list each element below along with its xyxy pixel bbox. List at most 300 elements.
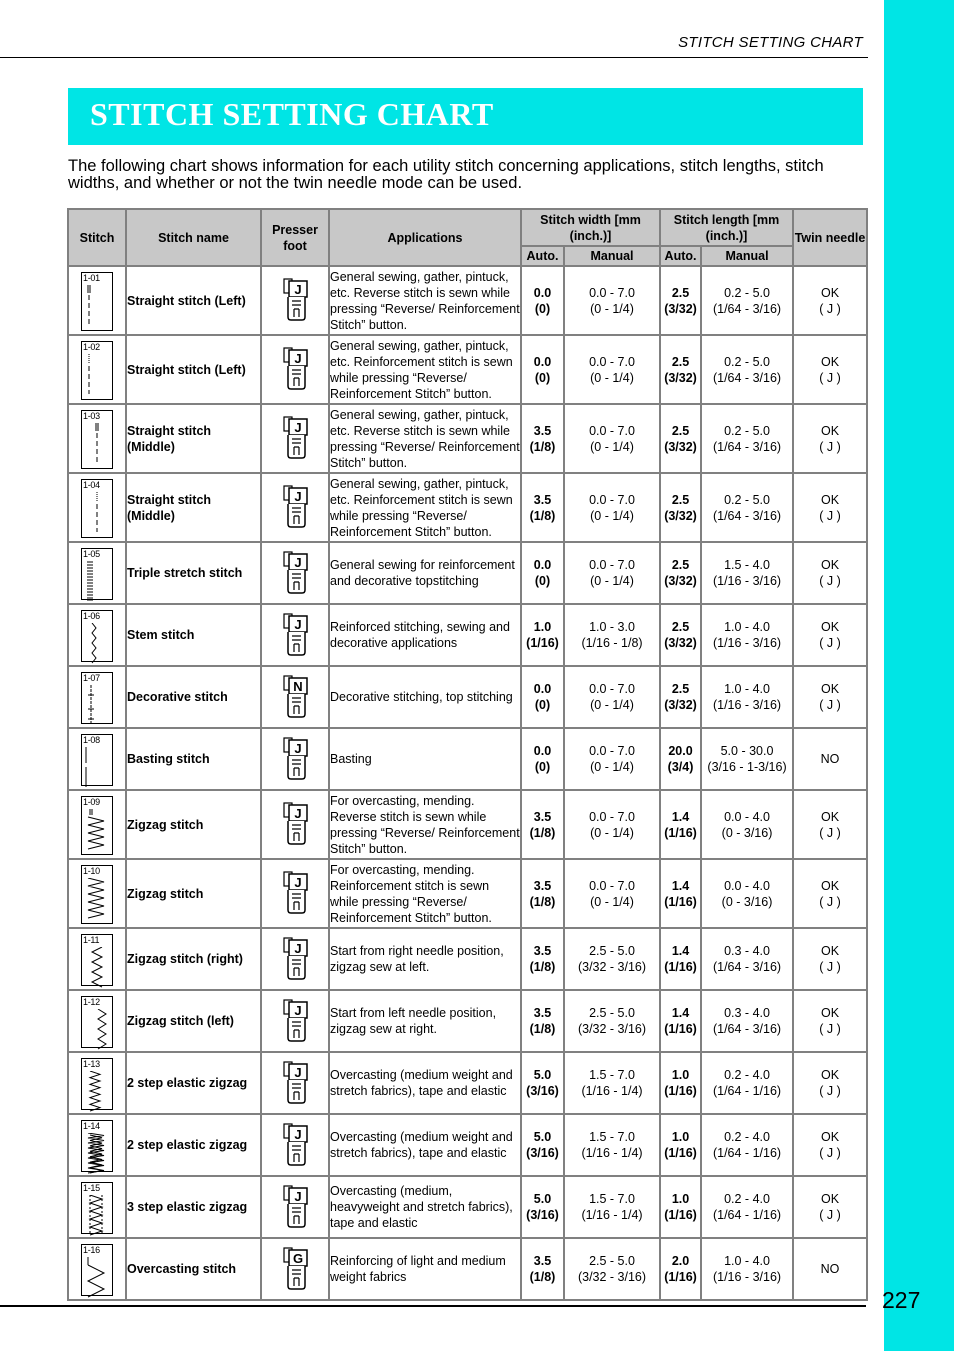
- length-manual-mm: 1.0 - 4.0: [724, 620, 770, 634]
- length-auto: [660, 1114, 701, 1176]
- length-manual-inch: (1/64 - 3/16): [712, 1022, 782, 1036]
- presser-foot-icon: [280, 1060, 310, 1107]
- stitch-code: 1-09: [83, 797, 100, 807]
- width-manual: [564, 1176, 660, 1238]
- twin-needle-status: OK: [820, 682, 840, 696]
- length-manual-mm: 0.2 - 5.0: [724, 492, 770, 507]
- presser-foot-icon: [280, 612, 310, 659]
- twin-needle-foot: ( J ): [819, 574, 841, 588]
- length-manual-mm: 1.0 - 4.0: [724, 682, 770, 696]
- twin-needle: [793, 928, 867, 990]
- stitch-name: 2 step elastic zigzag: [126, 1114, 261, 1176]
- twin-needle: [793, 473, 867, 542]
- width-manual-inch: (0 - 1/4): [590, 301, 634, 316]
- presser-foot-icon: [280, 736, 310, 783]
- width-manual-inch: (0 - 1/4): [590, 574, 634, 588]
- width-manual: [564, 542, 660, 604]
- applications-text: General sewing, gather, pintuck, etc. Reverse stitch is sewn while pressing “Reverse/ Reinforcement Stitch” button.: [329, 266, 521, 335]
- length-auto: [660, 1238, 701, 1300]
- page-title: STITCH SETTING CHART: [90, 96, 494, 132]
- twin-needle-status: OK: [820, 558, 840, 572]
- applications-text: General sewing, gather, pintuck, etc. Reinforcement stitch is sewn while pressing “Reverse/ Reinforcement Stitch” button.: [329, 335, 521, 404]
- table-row: [68, 928, 867, 990]
- width-manual-mm: 0.0 - 7.0: [589, 354, 635, 369]
- width-manual-mm: 0.0 - 7.0: [589, 285, 635, 300]
- width-auto: [521, 404, 564, 473]
- applications-text: For overcasting, mending. Reinforcement stitch is sewn while pressing “Reverse/ Reinforcement Stitch” button.: [329, 859, 521, 928]
- twin-needle: [793, 1176, 867, 1238]
- width-auto-mm: 5.0: [533, 1192, 552, 1206]
- header-twin-needle: Twin needle: [793, 209, 867, 266]
- applications-text: For overcasting, mending. Reverse stitch is sewn while pressing “Reverse/ Reinforcement Stitch” button.: [329, 790, 521, 859]
- width-manual-mm: 0.0 - 7.0: [589, 744, 635, 758]
- stitch-name: Straight stitch (Middle): [126, 404, 261, 473]
- width-manual-inch: (1/16 - 1/4): [581, 1084, 643, 1098]
- stitch-cell: [68, 266, 126, 335]
- presser-foot-icon: [280, 346, 310, 393]
- twin-needle: [793, 790, 867, 859]
- width-manual-inch: (1/16 - 1/4): [581, 1146, 643, 1160]
- table-row: [68, 604, 867, 666]
- stitch-cell: [68, 473, 126, 542]
- stitch-cell: [68, 404, 126, 473]
- twin-needle-status: OK: [820, 620, 840, 634]
- length-manual-inch: (1/64 - 1/16): [712, 1084, 782, 1098]
- twin-needle-status: OK: [820, 354, 840, 369]
- table-row: [68, 473, 867, 542]
- svg-text:J: J: [294, 351, 302, 366]
- svg-text:J: J: [294, 1002, 302, 1018]
- width-auto-inch: (0): [534, 698, 551, 712]
- table-row: [68, 404, 867, 473]
- presser-foot-icon: [280, 415, 310, 462]
- length-manual: [701, 790, 793, 859]
- twin-needle-foot: ( J ): [819, 825, 841, 840]
- length-auto-mm: 2.5: [671, 682, 690, 696]
- width-manual-inch: (1/16 - 1/8): [581, 636, 643, 650]
- presser-foot-icon: [280, 674, 310, 721]
- stitch-code: 1-16: [83, 1245, 100, 1255]
- width-auto: [521, 542, 564, 604]
- twin-needle-status: OK: [820, 285, 840, 300]
- length-auto-inch: (3/32): [664, 439, 697, 454]
- stitch-code: 1-06: [83, 611, 100, 621]
- length-auto-mm: 2.5: [671, 492, 690, 507]
- presser-foot-cell: [261, 859, 329, 928]
- header-applications: Applications: [329, 209, 521, 266]
- applications-text: Overcasting (medium, heavyweight and stretch fabrics), tape and elastic: [329, 1176, 521, 1238]
- svg-text:J: J: [294, 1188, 302, 1204]
- length-manual-mm: 1.0 - 4.0: [724, 1254, 770, 1268]
- width-auto-mm: 0.0: [533, 285, 552, 300]
- length-auto-inch: (3/32): [664, 370, 697, 385]
- stitch-cell: [68, 1114, 126, 1176]
- width-auto: [521, 335, 564, 404]
- width-manual-mm: 0.0 - 7.0: [589, 423, 635, 438]
- width-auto-mm: 1.0: [533, 620, 552, 634]
- length-manual-inch: (1/16 - 3/16): [712, 574, 782, 588]
- length-manual: [701, 542, 793, 604]
- straight-middle-reverse-icon: [81, 410, 113, 469]
- width-manual-mm: 0.0 - 7.0: [589, 682, 635, 696]
- stitch-name: Straight stitch (Left): [126, 335, 261, 404]
- width-auto: [521, 928, 564, 990]
- stitch-name: 2 step elastic zigzag: [126, 1052, 261, 1114]
- chapter-side-tab: [884, 0, 954, 1351]
- header-width-auto: Auto.: [521, 246, 564, 266]
- stitch-cell: [68, 859, 126, 928]
- width-auto-inch: (3/16): [526, 1146, 559, 1160]
- width-auto-inch: (1/8): [529, 894, 556, 909]
- applications-text: Reinforced stitching, sewing and decorative applications: [329, 604, 521, 666]
- stitch-cell: [68, 990, 126, 1052]
- width-manual-mm: 1.0 - 3.0: [589, 620, 635, 634]
- length-manual-mm: 0.3 - 4.0: [724, 1006, 770, 1020]
- stitch-name: Zigzag stitch (right): [126, 928, 261, 990]
- width-auto: [521, 790, 564, 859]
- twin-needle-status: OK: [820, 1192, 840, 1206]
- width-manual-mm: 2.5 - 5.0: [589, 1006, 635, 1020]
- width-auto-inch: (3/16): [526, 1208, 559, 1222]
- width-manual-mm: 1.5 - 7.0: [589, 1192, 635, 1206]
- header-stitch: Stitch: [68, 209, 126, 266]
- twin-needle-status: OK: [820, 944, 840, 958]
- width-auto-inch: (1/8): [529, 439, 556, 454]
- width-auto: [521, 1238, 564, 1300]
- width-auto-mm: 0.0: [533, 354, 552, 369]
- svg-text:N: N: [293, 678, 303, 694]
- length-auto-mm: 2.5: [671, 558, 690, 572]
- length-auto: [660, 928, 701, 990]
- width-manual-mm: 0.0 - 7.0: [589, 492, 635, 507]
- width-auto-mm: 0.0: [533, 744, 552, 758]
- twin-needle-status: OK: [820, 809, 840, 824]
- header-rule: [0, 57, 868, 58]
- three-step-zigzag-icon: [81, 1182, 113, 1234]
- width-auto: [521, 266, 564, 335]
- table-row: [68, 1052, 867, 1114]
- header-stitch-width: Stitch width [mm (inch.)]: [521, 209, 660, 246]
- header-stitch-name: Stitch name: [126, 209, 261, 266]
- width-auto-inch: (0): [534, 760, 551, 774]
- length-auto-inch: (1/16): [664, 1270, 697, 1284]
- width-manual: [564, 928, 660, 990]
- twin-needle-status: OK: [820, 1130, 840, 1144]
- length-manual-inch: (1/16 - 3/16): [712, 1270, 782, 1284]
- presser-foot-cell: [261, 1238, 329, 1300]
- length-manual-inch: (1/64 - 3/16): [712, 508, 782, 523]
- header-length-auto: Auto.: [660, 246, 701, 266]
- straight-middle-reinforce-icon: [81, 479, 113, 538]
- width-auto-mm: 3.5: [533, 878, 552, 893]
- length-auto-mm: 1.4: [671, 878, 690, 893]
- presser-foot-cell: [261, 1114, 329, 1176]
- stitch-code: 1-14: [83, 1121, 100, 1131]
- width-manual: [564, 859, 660, 928]
- stitch-cell: [68, 666, 126, 728]
- width-manual-inch: (3/32 - 3/16): [577, 1022, 647, 1036]
- header-length-manual: Manual: [701, 246, 793, 266]
- width-auto-inch: (1/16): [526, 636, 559, 650]
- presser-foot-cell: [261, 335, 329, 404]
- header-width-manual: Manual: [564, 246, 660, 266]
- length-auto: [660, 990, 701, 1052]
- length-auto-inch: (3/4): [667, 760, 694, 774]
- table-row: [68, 990, 867, 1052]
- length-manual: [701, 1114, 793, 1176]
- presser-foot-icon: [280, 801, 310, 848]
- width-auto-inch: (1/8): [529, 960, 556, 974]
- straight-left-reverse-icon: [81, 272, 113, 331]
- length-auto-inch: (1/16): [664, 960, 697, 974]
- length-manual-mm: 5.0 - 30.0: [720, 744, 774, 758]
- length-manual-inch: (1/64 - 3/16): [712, 301, 782, 316]
- straight-left-reinforce-icon: [81, 341, 113, 400]
- width-auto-mm: 5.0: [533, 1130, 552, 1144]
- width-auto-mm: 5.0: [533, 1068, 552, 1082]
- presser-foot-icon: [280, 550, 310, 597]
- stitch-code: 1-10: [83, 866, 100, 876]
- length-manual-mm: 0.0 - 4.0: [724, 809, 770, 824]
- width-manual-inch: (0 - 1/4): [590, 698, 634, 712]
- stitch-cell: [68, 728, 126, 790]
- presser-foot-cell: [261, 790, 329, 859]
- length-manual-inch: (1/64 - 3/16): [712, 960, 782, 974]
- running-header: STITCH SETTING CHART: [678, 34, 863, 51]
- twin-needle-foot: ( J ): [819, 1146, 841, 1160]
- length-auto-mm: 20.0: [668, 744, 693, 758]
- stem-stitch-icon: [81, 610, 113, 662]
- table-row: [68, 1176, 867, 1238]
- length-auto-mm: 1.0: [671, 1068, 690, 1082]
- applications-text: Overcasting (medium weight and stretch fabrics), tape and elastic: [329, 1114, 521, 1176]
- twin-needle: [793, 335, 867, 404]
- length-manual-inch: (1/16 - 3/16): [712, 636, 782, 650]
- presser-foot-icon: [280, 1246, 310, 1293]
- width-manual-inch: (0 - 1/4): [590, 370, 634, 385]
- length-manual-mm: 0.2 - 5.0: [724, 423, 770, 438]
- header-presser-foot: Presser foot: [261, 209, 329, 266]
- applications-text: Start from right needle position, zigzag sew at left.: [329, 928, 521, 990]
- length-auto: [660, 1052, 701, 1114]
- width-auto-inch: (1/8): [529, 508, 556, 523]
- svg-text:J: J: [294, 554, 302, 570]
- table-row: [68, 542, 867, 604]
- stitch-name: Stem stitch: [126, 604, 261, 666]
- width-manual: [564, 1052, 660, 1114]
- length-manual: [701, 1052, 793, 1114]
- width-auto-mm: 0.0: [533, 682, 552, 696]
- width-auto: [521, 728, 564, 790]
- width-manual-mm: 1.5 - 7.0: [589, 1068, 635, 1082]
- twin-needle: [793, 1052, 867, 1114]
- width-auto-mm: 3.5: [533, 1006, 552, 1020]
- stitch-cell: [68, 1176, 126, 1238]
- length-auto-inch: (3/32): [664, 698, 697, 712]
- twin-needle-foot: ( J ): [819, 301, 841, 316]
- table-row: [68, 335, 867, 404]
- width-manual-mm: 2.5 - 5.0: [589, 1254, 635, 1268]
- triple-stretch-icon: [81, 548, 113, 600]
- table-row: [68, 1114, 867, 1176]
- twin-needle-foot: ( J ): [819, 1022, 841, 1036]
- length-manual: [701, 604, 793, 666]
- width-auto-inch: (1/8): [529, 1270, 556, 1284]
- stitch-cell: [68, 542, 126, 604]
- stitch-name: Basting stitch: [126, 728, 261, 790]
- width-manual-mm: 0.0 - 7.0: [589, 558, 635, 572]
- stitch-name: Triple stretch stitch: [126, 542, 261, 604]
- width-manual: [564, 404, 660, 473]
- length-manual: [701, 666, 793, 728]
- length-auto: [660, 335, 701, 404]
- width-manual-inch: (3/32 - 3/16): [577, 1270, 647, 1284]
- width-auto-inch: (0): [534, 301, 551, 316]
- length-manual-inch: (0 - 3/16): [721, 825, 773, 840]
- presser-foot-cell: [261, 728, 329, 790]
- stitch-code: 1-11: [83, 935, 100, 945]
- table-row: [68, 266, 867, 335]
- twin-needle-foot: ( J ): [819, 439, 841, 454]
- stitch-name: Decorative stitch: [126, 666, 261, 728]
- stitch-code: 1-05: [83, 549, 100, 559]
- header-stitch-length: Stitch length [mm (inch.)]: [660, 209, 793, 246]
- length-auto-mm: 2.0: [671, 1254, 690, 1268]
- twin-needle: [793, 728, 867, 790]
- length-auto: [660, 266, 701, 335]
- twin-needle: [793, 859, 867, 928]
- width-manual: [564, 728, 660, 790]
- twin-needle: [793, 666, 867, 728]
- stitch-code: 1-07: [83, 673, 100, 683]
- length-manual: [701, 473, 793, 542]
- twin-needle-foot: ( J ): [819, 636, 841, 650]
- length-auto-mm: 1.0: [671, 1130, 690, 1144]
- length-auto-mm: 2.5: [671, 354, 690, 369]
- length-auto-inch: (3/32): [664, 574, 697, 588]
- length-auto-mm: 2.5: [671, 423, 690, 438]
- presser-foot-icon: [280, 1184, 310, 1231]
- zigzag-reverse-icon: [81, 796, 113, 855]
- twin-needle-foot: ( J ): [819, 508, 841, 523]
- stitch-name: 3 step elastic zigzag: [126, 1176, 261, 1238]
- twin-needle: [793, 604, 867, 666]
- footer-rule: [0, 1305, 866, 1307]
- svg-text:J: J: [294, 1064, 302, 1080]
- presser-foot-icon: [280, 998, 310, 1045]
- table-row: [68, 666, 867, 728]
- twin-needle-foot: ( J ): [819, 894, 841, 909]
- stitch-name: Zigzag stitch: [126, 790, 261, 859]
- stitch-code: 1-03: [83, 411, 100, 421]
- basting-stitch-icon: [81, 734, 113, 786]
- presser-foot-cell: [261, 928, 329, 990]
- length-auto: [660, 473, 701, 542]
- length-auto: [660, 666, 701, 728]
- stitch-code: 1-04: [83, 480, 100, 490]
- length-auto-inch: (1/16): [664, 1022, 697, 1036]
- presser-foot-cell: [261, 266, 329, 335]
- length-manual: [701, 728, 793, 790]
- elastic-zigzag-dense-icon: [81, 1120, 113, 1172]
- twin-needle-status: OK: [820, 423, 840, 438]
- twin-needle-foot: ( J ): [819, 698, 841, 712]
- applications-text: Decorative stitching, top stitching: [329, 666, 521, 728]
- svg-text:J: J: [294, 616, 302, 632]
- svg-text:J: J: [294, 740, 302, 756]
- stitch-name: Straight stitch (Middle): [126, 473, 261, 542]
- width-manual-inch: (0 - 1/4): [590, 508, 634, 523]
- length-manual-mm: 0.3 - 4.0: [724, 944, 770, 958]
- stitch-code: 1-15: [83, 1183, 100, 1193]
- twin-needle-foot: ( J ): [819, 1208, 841, 1222]
- length-manual-inch: (1/64 - 1/16): [712, 1208, 782, 1222]
- width-manual-inch: (0 - 1/4): [590, 825, 634, 840]
- presser-foot-icon: [280, 870, 310, 917]
- svg-text:J: J: [294, 875, 302, 890]
- width-auto-inch: (3/16): [526, 1084, 559, 1098]
- presser-foot-cell: [261, 404, 329, 473]
- length-manual-mm: 0.2 - 4.0: [724, 1130, 770, 1144]
- stitch-cell: [68, 1052, 126, 1114]
- twin-needle-status: NO: [820, 1262, 840, 1276]
- length-manual: [701, 1238, 793, 1300]
- length-auto-mm: 1.0: [671, 1192, 690, 1206]
- svg-text:J: J: [294, 420, 302, 435]
- twin-needle-status: OK: [820, 1006, 840, 1020]
- stitch-cell: [68, 335, 126, 404]
- twin-needle-foot: ( J ): [819, 370, 841, 385]
- length-auto-inch: (1/16): [664, 1084, 697, 1098]
- width-auto: [521, 1176, 564, 1238]
- width-manual-mm: 0.0 - 7.0: [589, 878, 635, 893]
- twin-needle-status: OK: [820, 492, 840, 507]
- width-manual: [564, 1238, 660, 1300]
- presser-foot-cell: [261, 604, 329, 666]
- length-manual: [701, 335, 793, 404]
- stitch-code: 1-01: [83, 273, 100, 283]
- length-manual-inch: (1/64 - 3/16): [712, 439, 782, 454]
- length-auto-inch: (1/16): [664, 825, 697, 840]
- width-auto: [521, 1114, 564, 1176]
- presser-foot-icon: [280, 277, 310, 324]
- width-auto: [521, 473, 564, 542]
- length-auto-inch: (1/16): [664, 894, 697, 909]
- length-manual-inch: (1/64 - 1/16): [712, 1146, 782, 1160]
- applications-text: General sewing, gather, pintuck, etc. Reinforcement stitch is sewn while pressing “Reverse/ Reinforcement Stitch” button.: [329, 473, 521, 542]
- stitch-cell: [68, 604, 126, 666]
- presser-foot-icon: [280, 484, 310, 531]
- length-manual-mm: 0.0 - 4.0: [724, 878, 770, 893]
- width-auto-mm: 0.0: [533, 558, 552, 572]
- page-number: 227: [882, 1287, 921, 1313]
- presser-foot-cell: [261, 1052, 329, 1114]
- width-auto-inch: (0): [534, 370, 551, 385]
- width-manual: [564, 790, 660, 859]
- length-manual: [701, 990, 793, 1052]
- svg-text:J: J: [294, 282, 302, 297]
- width-auto: [521, 1052, 564, 1114]
- length-auto-inch: (3/32): [664, 636, 697, 650]
- stitch-name: Zigzag stitch (left): [126, 990, 261, 1052]
- overcasting-stitch-icon: [81, 1244, 113, 1296]
- width-manual-inch: (0 - 1/4): [590, 894, 634, 909]
- applications-text: Overcasting (medium weight and stretch fabrics), tape and elastic: [329, 1052, 521, 1114]
- length-auto: [660, 542, 701, 604]
- width-auto-inch: (1/8): [529, 1022, 556, 1036]
- twin-needle: [793, 542, 867, 604]
- width-auto-mm: 3.5: [533, 944, 552, 958]
